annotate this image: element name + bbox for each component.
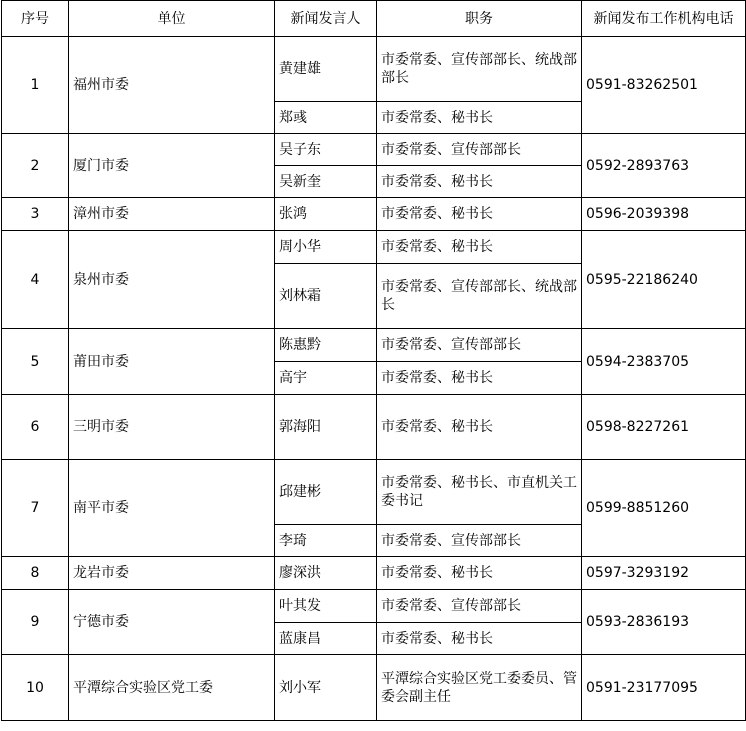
- table-row: [2, 37, 746, 102]
- table-row: [2, 460, 746, 525]
- position-title: 平潭综合实验区党工委委员、管委会副主任: [377, 655, 582, 721]
- position-title: 市委常委、秘书长、市直机关工委书记: [377, 460, 582, 525]
- office-phone: 0591-23177095: [582, 655, 746, 721]
- office-phone: 0593-2836193: [582, 590, 746, 655]
- spokesperson-name: 刘小军: [275, 655, 377, 721]
- org-name: 福州市委: [69, 37, 275, 134]
- org-name: 泉州市委: [69, 231, 275, 329]
- position-title: 市委常委、秘书长: [377, 231, 582, 264]
- row-number: 8: [2, 557, 69, 590]
- office-phone: 0592-2893763: [582, 134, 746, 198]
- spokesperson-name: 邱建彬: [275, 460, 377, 525]
- spokesperson-name: 郭海阳: [275, 395, 377, 460]
- spokesperson-name: 吴子东: [275, 134, 377, 166]
- row-number: 10: [2, 655, 69, 721]
- office-phone: 0595-22186240: [582, 231, 746, 329]
- spokesperson-name: 黄建雄: [275, 37, 377, 102]
- table-row: [2, 590, 746, 623]
- spokesperson-name: 吴新奎: [275, 166, 377, 198]
- row-number: 7: [2, 460, 69, 557]
- office-phone: 0596-2039398: [582, 198, 746, 231]
- spokesperson-name: 高宇: [275, 362, 377, 395]
- row-number: 4: [2, 231, 69, 329]
- spokesperson-name: 郑彧: [275, 102, 377, 134]
- table-row: [2, 557, 746, 590]
- office-phone: 0591-83262501: [582, 37, 746, 134]
- header-title: 职务: [377, 1, 582, 37]
- table-row: [2, 198, 746, 231]
- row-number: 5: [2, 329, 69, 395]
- position-title: 市委常委、秘书长: [377, 395, 582, 460]
- position-title: 市委常委、秘书长: [377, 198, 582, 231]
- table-row: [2, 134, 746, 166]
- table-row: [2, 329, 746, 362]
- position-title: 市委常委、秘书长: [377, 102, 582, 134]
- office-phone: 0597-3293192: [582, 557, 746, 590]
- position-title: 市委常委、秘书长: [377, 623, 582, 655]
- position-title: 市委常委、宣传部部长、统战部长: [377, 264, 582, 329]
- office-phone: 0599-8851260: [582, 460, 746, 557]
- spokesperson-name: 李琦: [275, 525, 377, 557]
- position-title: 市委常委、秘书长: [377, 166, 582, 198]
- spokesperson-table: [1, 0, 746, 721]
- position-title: 市委常委、宣传部部长、统战部部长: [377, 37, 582, 102]
- header-row: [2, 1, 746, 37]
- spokesperson-name: 刘林霜: [275, 264, 377, 329]
- table-row: [2, 231, 746, 264]
- position-title: 市委常委、宣传部部长: [377, 525, 582, 557]
- org-name: 龙岩市委: [69, 557, 275, 590]
- office-phone: 0598-8227261: [582, 395, 746, 460]
- org-name: 漳州市委: [69, 198, 275, 231]
- header-no: 序号: [2, 1, 69, 37]
- spokesperson-name: 廖深洪: [275, 557, 377, 590]
- position-title: 市委常委、宣传部部长: [377, 134, 582, 166]
- spokesperson-name: 周小华: [275, 231, 377, 264]
- table-body: [2, 37, 746, 721]
- org-name: 厦门市委: [69, 134, 275, 198]
- position-title: 市委常委、秘书长: [377, 362, 582, 395]
- row-number: 1: [2, 37, 69, 134]
- org-name: 南平市委: [69, 460, 275, 557]
- table-row: [2, 395, 746, 460]
- header-phone: 新闻发布工作机构电话: [582, 1, 746, 37]
- position-title: 市委常委、秘书长: [377, 557, 582, 590]
- position-title: 市委常委、宣传部部长: [377, 590, 582, 623]
- spokesperson-name: 张鸿: [275, 198, 377, 231]
- position-title: 市委常委、宣传部部长: [377, 329, 582, 362]
- header-spokesperson: 新闻发言人: [275, 1, 377, 37]
- row-number: 9: [2, 590, 69, 655]
- org-name: 宁德市委: [69, 590, 275, 655]
- row-number: 2: [2, 134, 69, 198]
- spokesperson-name: 叶其发: [275, 590, 377, 623]
- row-number: 3: [2, 198, 69, 231]
- org-name: 平潭综合实验区党工委: [69, 655, 275, 721]
- office-phone: 0594-2383705: [582, 329, 746, 395]
- row-number: 6: [2, 395, 69, 460]
- header-org: 单位: [69, 1, 275, 37]
- spokesperson-name: 陈惠黔: [275, 329, 377, 362]
- org-name: 莆田市委: [69, 329, 275, 395]
- table-row: [2, 655, 746, 721]
- org-name: 三明市委: [69, 395, 275, 460]
- spokesperson-name: 蓝康昌: [275, 623, 377, 655]
